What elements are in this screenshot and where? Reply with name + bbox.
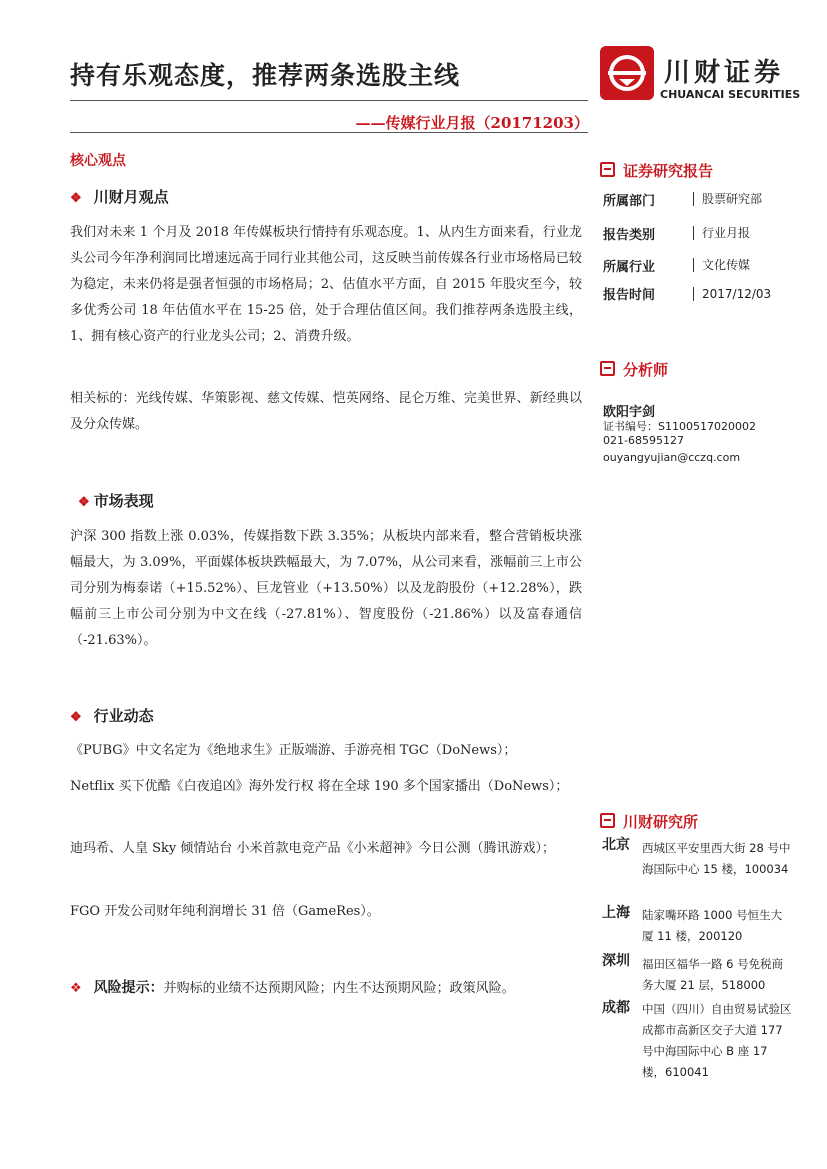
subtitle-rule [70, 132, 588, 133]
title-rule [70, 100, 588, 101]
meta-value: 行业月报 [693, 226, 750, 240]
meta-value: 股票研究部 [693, 192, 762, 206]
brand-name: 川财证券 [664, 58, 785, 88]
office-city: 成都 [602, 1000, 630, 1016]
meta-label: 所属部门 [603, 194, 656, 209]
analyst-name: 欧阳宇剑 [603, 405, 656, 420]
news-item: Netflix 买下优酷《白夜追凶》海外发行权 将在全球 190 多个国家播出（DoNews）； [70, 779, 569, 794]
diamond-bullet-icon: ❖ [70, 710, 82, 725]
meta-value: 2017/12/03 [693, 287, 771, 301]
related-stocks-paragraph: 相关标的：光线传媒、华策影视、慈文传媒、恺英网络、昆仑万维、完美世界、新经典以及分众传媒。 [70, 391, 582, 432]
section-marker-icon [600, 813, 615, 828]
office-city: 上海 [602, 905, 630, 921]
monthly-view-paragraph: 我们对未来 1 个月及 2018 年传媒板块行情持有乐观态度。1、从内生方面来看，行业龙头公司今年净利润同比增速远高于同行业其他公司，这反映当前传媒各行业市场格局已较为稳定，未来仍将是强者恒强的市场格局；2、估值水平方面，自 2015 年股灾至今，较多优秀公司 18 年估值水平在 15-25 倍，处于合理估值区间。我们推荐两条选股主线，1、拥有核心资产的行业龙头公司；2、消费升级。 [70, 225, 582, 344]
news-item: 迪玛希、人皇 Sky 倾情站台 小米首款电竞产品《小米超神》今日公测（腾讯游戏）； [70, 841, 556, 856]
analyst-cert: 证书编号：S1100517020002 [603, 420, 756, 433]
news-item: 《PUBG》中文名定为《绝地求生》正版端游、手游亮相 TGC（DoNews）； [70, 743, 517, 758]
news-item: FGO 开发公司财年纯利润增长 31 倍（GameRes）。 [70, 904, 380, 919]
diamond-bullet-icon: ❖ [78, 495, 90, 510]
risk-label: 风险提示： [93, 980, 164, 996]
diamond-bullet-icon: ❖ [70, 981, 82, 996]
report-subtitle: ——传媒行业月报（20171203） [355, 114, 589, 132]
section-marker-icon [600, 162, 615, 177]
office-city: 深圳 [602, 953, 630, 969]
office-address: 福田区福华一路 6 号免税商务大厦 21 层，518000 [642, 957, 784, 992]
brand-name-en: CHUANCAI SECURITIES [660, 88, 801, 101]
brand-logo-icon [600, 46, 654, 100]
report-title: 持有乐观态度，推荐两条选股主线 [70, 61, 461, 90]
meta-value: 文化传媒 [693, 258, 750, 272]
report-type-heading: 证券研究报告 [600, 160, 713, 181]
meta-label: 所属行业 [603, 260, 656, 275]
office-address: 西城区平安里西大街 28 号中海国际中心 15 楼，100034 [642, 841, 791, 876]
section-heading-industry-news: ❖ 行业动态 [70, 707, 154, 725]
section-heading-monthly-view: ❖ 川财月观点 [70, 188, 169, 206]
analyst-phone: 021-68595127 [603, 434, 684, 447]
office-address: 陆家嘴环路 1000 号恒生大厦 11 楼，200120 [642, 908, 783, 943]
market-paragraph: 沪深 300 指数上涨 0.03%，传媒指数下跌 3.35%；从板块内部来看，整合营销板块涨幅最大，为 3.09%，平面媒体板块跌幅最大，为 7.07%，从公司来看，涨幅前三上市公司分别为梅泰诺（+15.52%）、巨龙管业（+13.50%）以及龙韵股份（+12.28%），跌幅前三上市公司分别为中文在线（-27.81%）、智度股份（-21.86%）以及富春通信（-21.63%）。 [70, 529, 582, 648]
section-marker-icon [600, 361, 615, 376]
meta-label: 报告时间 [603, 288, 656, 303]
institute-heading: 川财研究所 [600, 811, 698, 832]
analyst-heading: 分析师 [600, 359, 668, 380]
office-address: 中国（四川）自由贸易试验区成都市高新区交子大道 177 号中海国际中心 B 座 17 楼，610041 [642, 1002, 792, 1079]
meta-label: 报告类别 [603, 228, 656, 243]
office-city: 北京 [602, 837, 630, 853]
diamond-bullet-icon: ❖ [70, 191, 82, 206]
section-heading-market: ❖ 市场表现 [78, 492, 154, 510]
core-view-label: 核心观点 [70, 153, 126, 169]
risk-warning [70, 977, 515, 997]
risk-text: 并购标的业绩不达预期风险；内生不达预期风险；政策风险。 [163, 981, 515, 996]
analyst-email[interactable]: ouyangyujian@cczq.com [603, 451, 741, 464]
